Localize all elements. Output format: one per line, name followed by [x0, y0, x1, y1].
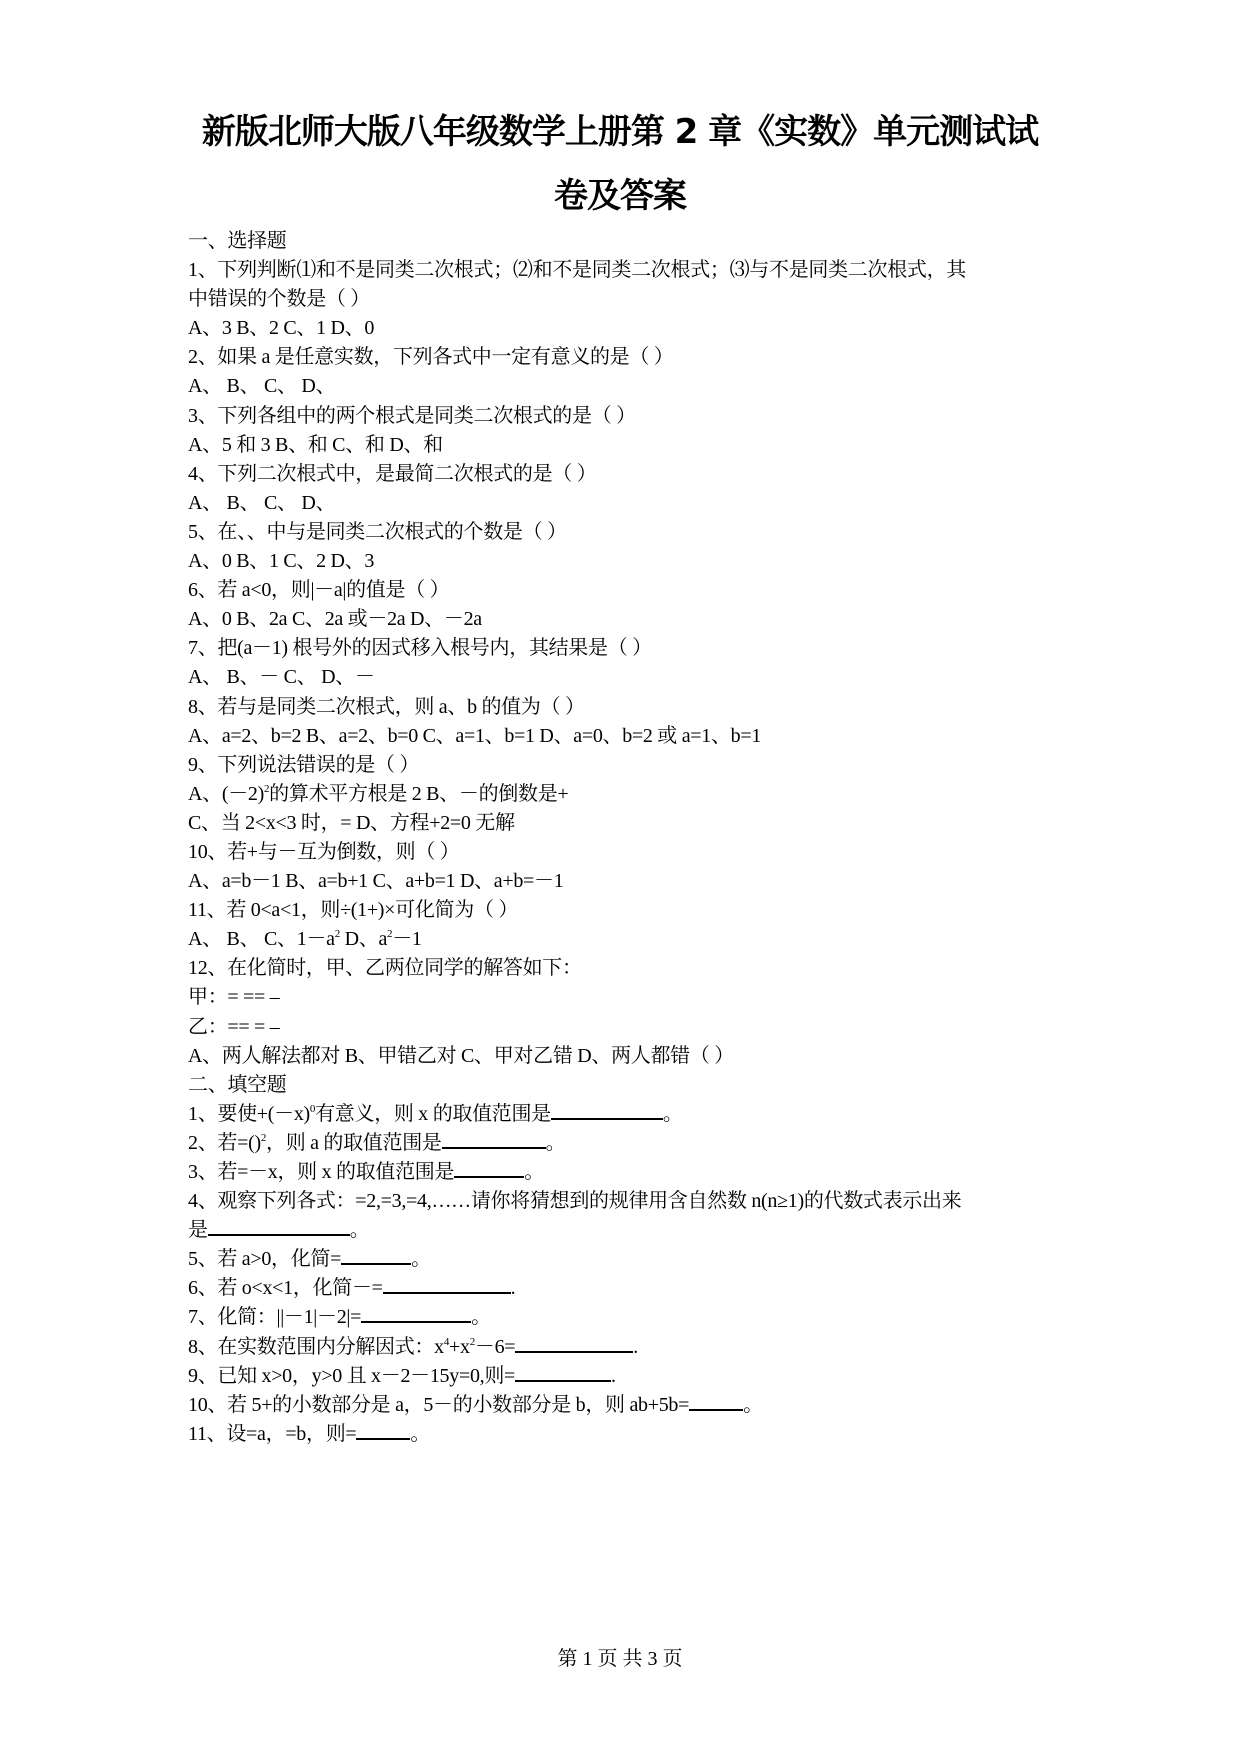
text-run: 是: [188, 1219, 208, 1242]
fill-9: [188, 1362, 1058, 1391]
fill-2: [188, 1129, 1058, 1158]
question-9-options-cd: C、当 2<x<3 时，= D、方程+2=0 无解: [188, 811, 515, 834]
text-run: 9、已知 x>0，y>0 且 x－2－15y=0,则=: [188, 1364, 516, 1387]
text-run: A、(－2): [188, 782, 264, 805]
superscript: 0: [309, 1102, 316, 1115]
text-run: 5、若 a>0，化简=: [188, 1248, 342, 1271]
text-run: 11、设=a，=b，则=: [188, 1422, 357, 1445]
question-12-jia: 甲：= == –: [188, 986, 280, 1009]
fill-4: 4、观察下列各式：=2,=3,=4,……请你将猜想到的规律用含自然数 n(n≥1)的代数式表示出来: [188, 1190, 962, 1213]
fill-6: [188, 1274, 1058, 1303]
answer-blank[interactable]: [551, 1100, 663, 1120]
text-run: 。: [410, 1422, 431, 1445]
question-3: 3、下列各组中的两个根式是同类二次根式的是（ ）: [188, 404, 636, 427]
answer-blank[interactable]: [515, 1333, 633, 1353]
fill-8: [188, 1333, 1058, 1362]
text-run: －6=: [474, 1335, 516, 1358]
question-2: 2、如果 a 是任意实数，下列各式中一定有意义的是（ ）: [188, 346, 674, 369]
fill-10: [188, 1391, 1058, 1420]
section-heading-multiple-choice: 一、选择题: [188, 230, 287, 252]
document-body: [188, 227, 1058, 1449]
text-run: .: [611, 1364, 616, 1387]
question-9: 9、下列说法错误的是（ ）: [188, 753, 420, 776]
text-run: 3、若=－x，则 x 的取值范围是: [188, 1161, 455, 1183]
text-run: 。: [662, 1102, 683, 1125]
text-run: 。: [524, 1161, 544, 1183]
question-3-options: A、5 和 3 B、和 C、和 D、和: [188, 433, 443, 456]
question-7-options: A、 B、－ C、 D、－: [188, 666, 375, 689]
superscript: 2: [387, 928, 393, 941]
question-12-yi: 乙：== = –: [188, 1015, 280, 1038]
text-run: 2、若=(): [188, 1131, 261, 1154]
question-12-options: A、两人解法都对 B、甲错乙对 C、甲对乙错 D、两人都错（ ）: [188, 1044, 734, 1067]
question-10-options: A、a=b－1 B、a=b+1 C、a+b=1 D、a+b=－1: [188, 870, 564, 893]
text-run: 6、若 o<x<1，化简－=: [188, 1277, 383, 1300]
superscript: 2: [263, 782, 270, 795]
answer-blank[interactable]: [515, 1362, 611, 1382]
question-2-options: A、 B、 C、 D、: [188, 375, 336, 398]
question-8: 8、若与是同类二次根式，则 a、b 的值为（ ）: [188, 695, 585, 718]
text-run: 有意义，则 x 的取值范围是: [315, 1102, 551, 1125]
superscript: 4: [443, 1335, 450, 1348]
text-run: 7、化简：||－1|－2|=: [188, 1306, 362, 1329]
answer-blank[interactable]: [356, 1420, 410, 1440]
page-number: 第 1 页 共 3 页: [557, 1648, 683, 1670]
question-1-options: A、3 B、2 C、1 D、0: [188, 317, 375, 340]
question-6: 6、若 a<0，则|－a|的值是（ ）: [188, 579, 450, 602]
question-8-options: A、a=2、b=2 B、a=2、b=0 C、a=1、b=1 D、a=0、b=2 或 a=1、b=1: [188, 724, 762, 747]
fill-3: [188, 1158, 1058, 1187]
text-run: D、a: [339, 928, 388, 951]
text-run: +x: [449, 1335, 470, 1358]
answer-blank[interactable]: [442, 1129, 546, 1149]
question-1-cont: 中错误的个数是（ ）: [188, 288, 370, 311]
text-run: 8、在实数范围内分解因式：x: [188, 1335, 444, 1358]
fill-7: [188, 1303, 1058, 1332]
question-11: 11、若 0<a<1，则÷(1+)×可化简为（ ）: [188, 899, 519, 922]
text-run: .: [510, 1277, 516, 1300]
text-run: 。: [545, 1131, 566, 1154]
text-run: 。: [349, 1219, 370, 1242]
question-4: 4、下列二次根式中，是最简二次根式的是（ ）: [188, 462, 597, 485]
text-run: A、 B、 C、1－a: [188, 928, 335, 951]
text-run: 1、要使+(－x): [188, 1102, 310, 1125]
answer-blank[interactable]: [208, 1216, 350, 1236]
question-12: 12、在化简时，甲、乙两位同学的解答如下：: [188, 957, 582, 980]
question-10: 10、若+与－互为倒数，则（ ）: [188, 840, 460, 863]
question-1: 1、下列判断⑴和不是同类二次根式；⑵和不是同类二次根式；⑶与不是同类二次根式，其: [188, 259, 966, 282]
question-5-options: A、0 B、1 C、2 D、3: [188, 550, 375, 573]
answer-blank[interactable]: [341, 1245, 411, 1265]
text-run: 的算术平方根是 2 B、－的倒数是+: [269, 782, 569, 805]
text-run: .: [633, 1335, 638, 1358]
fill-5: [188, 1245, 1058, 1274]
question-9-options-ab: [188, 780, 1058, 809]
superscript: 2: [469, 1335, 475, 1348]
fill-1: [188, 1100, 1058, 1129]
superscript: 2: [334, 928, 340, 941]
document-title-line2: 卷及答案: [554, 176, 686, 216]
text-run: ，则 a 的取值范围是: [266, 1131, 442, 1154]
fill-11: [188, 1420, 1058, 1449]
text-run: 。: [411, 1248, 431, 1271]
text-run: －1: [392, 928, 422, 951]
answer-blank[interactable]: [361, 1303, 471, 1323]
document-title-line1: 新版北师大版八年级数学上册第 2 章《实数》单元测试试: [201, 112, 1039, 152]
answer-blank[interactable]: [383, 1274, 511, 1294]
answer-blank[interactable]: [454, 1158, 524, 1178]
question-11-options: [188, 925, 1058, 954]
text-run: 10、若 5+的小数部分是 a，5－的小数部分是 b，则 ab+5b=: [188, 1393, 690, 1416]
question-7: 7、把(a－1) 根号外的因式移入根号内，其结果是（ ）: [188, 637, 652, 660]
superscript: 2: [260, 1131, 267, 1144]
question-6-options: A、0 B、2a C、2a 或－2a D、－2a: [188, 608, 482, 631]
text-run: 。: [743, 1393, 763, 1416]
question-5: 5、在、、中与是同类二次根式的个数是（ ）: [188, 520, 567, 543]
text-run: 。: [471, 1306, 491, 1329]
section-heading-fill-blank: 二、填空题: [188, 1073, 287, 1096]
question-4-options: A、 B、 C、 D、: [188, 491, 336, 514]
fill-4-cont: [188, 1216, 1058, 1245]
answer-blank[interactable]: [689, 1391, 743, 1411]
